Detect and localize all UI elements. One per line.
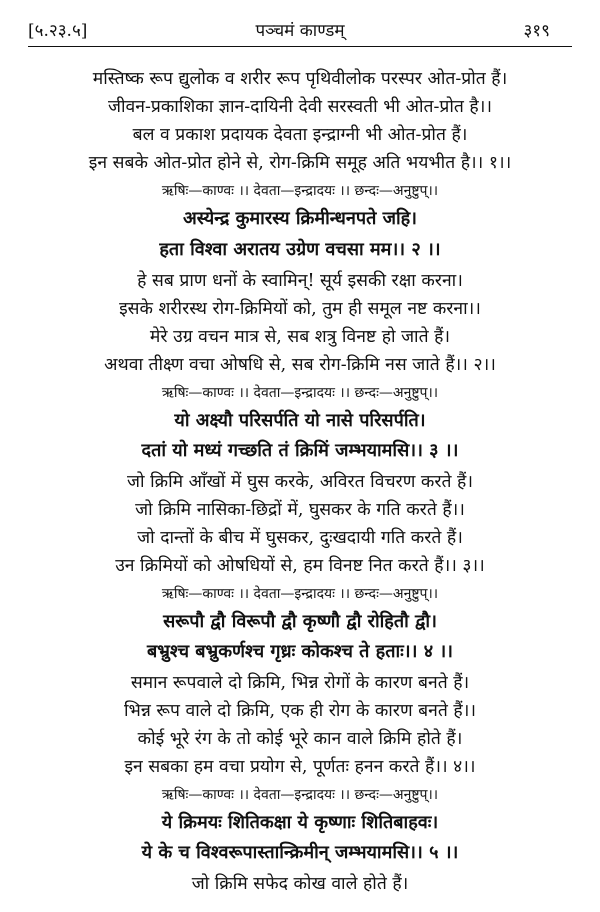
verse-meta-line: ऋषिः—काण्वः ।। देवता—इन्द्रादयः ।। छन्दः—अनुष्टुप्।। [161,586,439,602]
sanskrit-verse-line: ये क्रिमयः शितिकक्षा ये कृष्णाः शितिबाहवः। [161,812,439,833]
sanskrit-verse-line: सरूपौ द्वौ विरूपौ द्वौ कृष्णौ द्वौ रोहितौ द्वौ। [163,611,437,632]
hindi-verse-line: मस्तिष्क रूप द्युलोक व शरीर रूप पृथिवीलोक परस्पर ओत-प्रोत हैं। [92,69,508,89]
hindi-verse-line: अथवा तीक्ष्ण वचा ओषधि से, सब रोग-क्रिमि नस जाते हैं।। २।। [104,355,496,375]
header-divider [28,46,572,47]
hindi-verse-line: इन सबका हम वचा प्रयोग से, पूर्णतः हनन करते हैं।। ४।। [124,757,476,777]
sanskrit-verse-line: हता विश्वा अरातय उग्रेण वचसा मम।। २ ।। [159,239,441,260]
sanskrit-verse-line: अस्येन्द्र कुमारस्य क्रिमीन्धनपते जहि। [182,208,417,229]
hindi-verse-line: मेरे उग्र वचन मात्र से, सब शत्रु विनष्ट हो जाते हैं। [149,327,451,347]
sanskrit-verse-line: ये के च विश्वरूपास्तान्क्रिमीन् जम्भयामसि।। ५ ।। [141,842,459,863]
hindi-verse-line: जो दान्तों के बीच में घुसकर, दुःखदायी गति करते हैं। [137,528,463,548]
hindi-verse-line: कोई भूरे रंग के तो कोई भूरे कान वाले क्रिमि होते हैं। [137,729,463,749]
section-reference: [५.२३.५] [28,21,88,41]
page-number: ३१९ [523,21,550,41]
page-title: पञ्चमं काण्डम् [255,21,345,41]
hindi-verse-line: इन सबके ओत-प्रोत होने से, रोग-क्रिमि समूह अति भयभीत है।। १।। [88,153,512,173]
hindi-verse-line: जो क्रिमि नासिका-छिद्रों में, घुसकर के गति करते हैं।। [135,500,465,520]
hindi-verse-line: उन क्रिमियों को ओषधियों से, हम विनष्ट नित करते हैं।। ३।। [115,556,485,576]
hindi-verse-line: समान रूपवाले दो क्रिमि, भिन्न रोगों के कारण बनते हैं। [130,673,470,693]
hindi-verse-line: बल व प्रकाश प्रदायक देवता इन्द्राग्नी भी ओत-प्रोत हैं। [132,125,468,145]
hindi-verse-line: जीवन-प्रकाशिका ज्ञान-दायिनी देवी सरस्वती भी ओत-प्रोत है।। [108,97,492,117]
sanskrit-verse-line: बभ्रुश्च बभ्रुकर्णश्च गृध्रः कोकश्च ते हताः।। ४ ।। [147,641,453,662]
sanskrit-verse-line: यो अक्ष्यौ परिसर्पति यो नासे परिसर्पति। [174,410,426,431]
verse-meta-line: ऋषिः—काण्वः ।। देवता—इन्द्रादयः ।। छन्दः—अनुष्टुप्।। [161,183,439,199]
hindi-verse-line: जो क्रिमि आँखों में घुस करके, अविरत विचरण करते हैं। [127,472,473,492]
page-header [0,0,600,48]
hindi-verse-line: जो क्रिमि सफेद कोख वाले होते हैं। [191,874,409,894]
hindi-verse-line: इसके शरीरस्थ रोग-क्रिमियों को, तुम ही समूल नष्ट करना।। [119,299,481,319]
verse-meta-line: ऋषिः—काण्वः ।। देवता—इन्द्रादयः ।। छन्दः—अनुष्टुप्।। [161,787,439,803]
verse-meta-line: ऋषिः—काण्वः ।। देवता—इन्द्रादयः ।। छन्दः—अनुष्टुप्।। [161,385,439,401]
sanskrit-verse-line: दतां यो मध्यं गच्छति तं क्रिमिं जम्भयामसि।। ३ ।। [141,440,459,461]
hindi-verse-line: भिन्न रूप वाले दो क्रिमि, एक ही रोग के कारण बनते हैं।। [124,701,476,721]
hindi-verse-line: हे सब प्राण धनों के स्वामिन्! सूर्य इसकी रक्षा करना। [137,271,463,291]
